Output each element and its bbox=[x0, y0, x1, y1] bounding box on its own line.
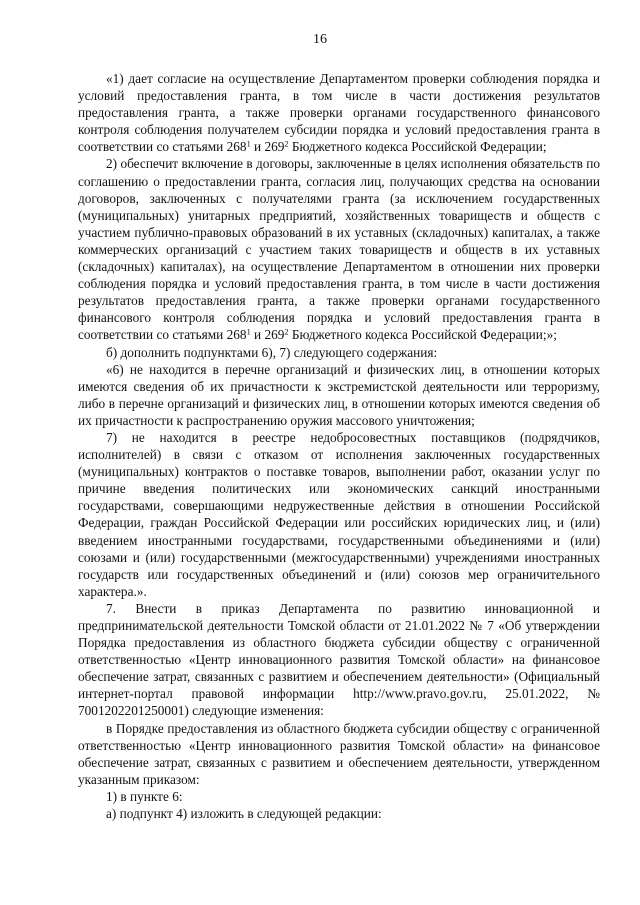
paragraph-text: а) подпункт 4) изложить в следующей редакции: bbox=[106, 806, 382, 822]
paragraph-subitem-7 bbox=[78, 429, 600, 600]
paragraph-text: Бюджетного кодекса Российской Федерации; bbox=[288, 139, 547, 155]
paragraph-text: в Порядке предоставления из областного бюджета субсидии обществу с ограниченной ответственностью «Центр инновационного развития Томской области» на финансовое обеспечение затрат, связанных с развитием и обеспечением деятельности, утвержденном указанным приказом: bbox=[78, 720, 600, 787]
paragraph-text: 7) не находится в реестре недобросовестных поставщиков (подрядчиков, исполнителей) в связи с отказом от исполнения заключенных государственных (муниципальных) контрактов о поставке товаров, выполнении работ, оказании услуг по причине введения политических или экономических санкций иностранными государствами, совершающими недружественные действия в отношении Российской Федерации, граждан Российской Федерации или российских юридических лиц, и (или) введением иностранными государствами, государственными объединениями и (или) союзами и (или) государственными (межгосударственными) учреждениями иностранных государств или государственных объединений и (или) союзов мер ограничительного характера.». bbox=[78, 429, 600, 599]
article-superscript: 1 bbox=[246, 327, 251, 337]
paragraph-text: б) дополнить подпунктами 6), 7) следующего содержания: bbox=[106, 344, 438, 360]
paragraph-text: Бюджетного кодекса Российской Федерации;»; bbox=[288, 327, 557, 343]
article-superscript: 2 bbox=[284, 327, 289, 337]
paragraph-text: и 269 bbox=[250, 327, 285, 343]
paragraph-subitem-a bbox=[78, 805, 600, 822]
paragraph-text: «1) дает согласие на осуществление Департаментом проверки соблюдения порядка и условий предоставления гранта, в том числе в части достижения результатов предоставления гранта, а также проверки органами государственного финансового контроля соблюдения получателем субсидии порядка и условий предоставления гранта в соответствии со статьями 268 bbox=[78, 71, 600, 155]
paragraph-text: 2) обеспечит включение в договоры, заключенные в целях исполнения обязательств по соглашению о предоставлении гранта, согласия лиц, получающих средства на основании договоров, заключенных с получателями гранта (за исключением государственных (муниципальных) унитарных предприятий, хозяйственных товариществ и обществ с участием публично-правовых образований в их уставных (складочных) капиталах, а также коммерческих организаций с участием таких товариществ и обществ в их уставных (складочных) капиталах), на осуществление Департаментом в отношении них проверки соблюдения порядка и условий предоставления гранта, в том числе в части достижения результатов предоставления гранта, а также проверки органами государственного финансового контроля соблюдения порядка и условий предоставления гранта в соответствии со статьями 268 bbox=[78, 156, 600, 343]
paragraph-item-7-amend-order bbox=[78, 600, 600, 720]
paragraph-contract-inclusion-clause bbox=[78, 155, 600, 343]
paragraph-subitem-6 bbox=[78, 361, 600, 429]
paragraph-text: и 269 bbox=[250, 139, 285, 155]
paragraph-item-1 bbox=[78, 788, 600, 805]
document-body bbox=[78, 70, 600, 822]
article-superscript: 2 bbox=[284, 139, 289, 149]
paragraph-consent-clause bbox=[78, 70, 600, 155]
page-number: 16 bbox=[313, 32, 327, 47]
article-superscript: 1 bbox=[246, 139, 251, 149]
paragraph-text: 7. Внести в приказ Департамента по развитию инновационной и предпринимательской деятельности Томской области от 21.01.2022 № 7 «Об утверждении Порядка предоставления из областного бюджета субсидии обществу с ограниченной ответственностью «Центр инновационного развития Томской области» на финансовое обеспечение затрат, связанных с развитием и обеспечением деятельности» (Официальный интернет-портал правовой информации http://www.pravo.gov.ru, 25.01.2022, № 7001202201250001) следующие изменения: bbox=[78, 600, 600, 719]
paragraph-text: 1) в пункте 6: bbox=[106, 788, 183, 804]
paragraph-text: «6) не находится в перечне организаций и физических лиц, в отношении которых имеются сведения об их причастности к экстремистской деятельности или терроризму, либо в перечне организаций и физических лиц, в отношении которых имеются сведения об их причастности к распространению оружия массового уничтожения; bbox=[78, 361, 600, 428]
paragraph-procedure-amendments bbox=[78, 720, 600, 788]
paragraph-add-subitems bbox=[78, 344, 600, 361]
